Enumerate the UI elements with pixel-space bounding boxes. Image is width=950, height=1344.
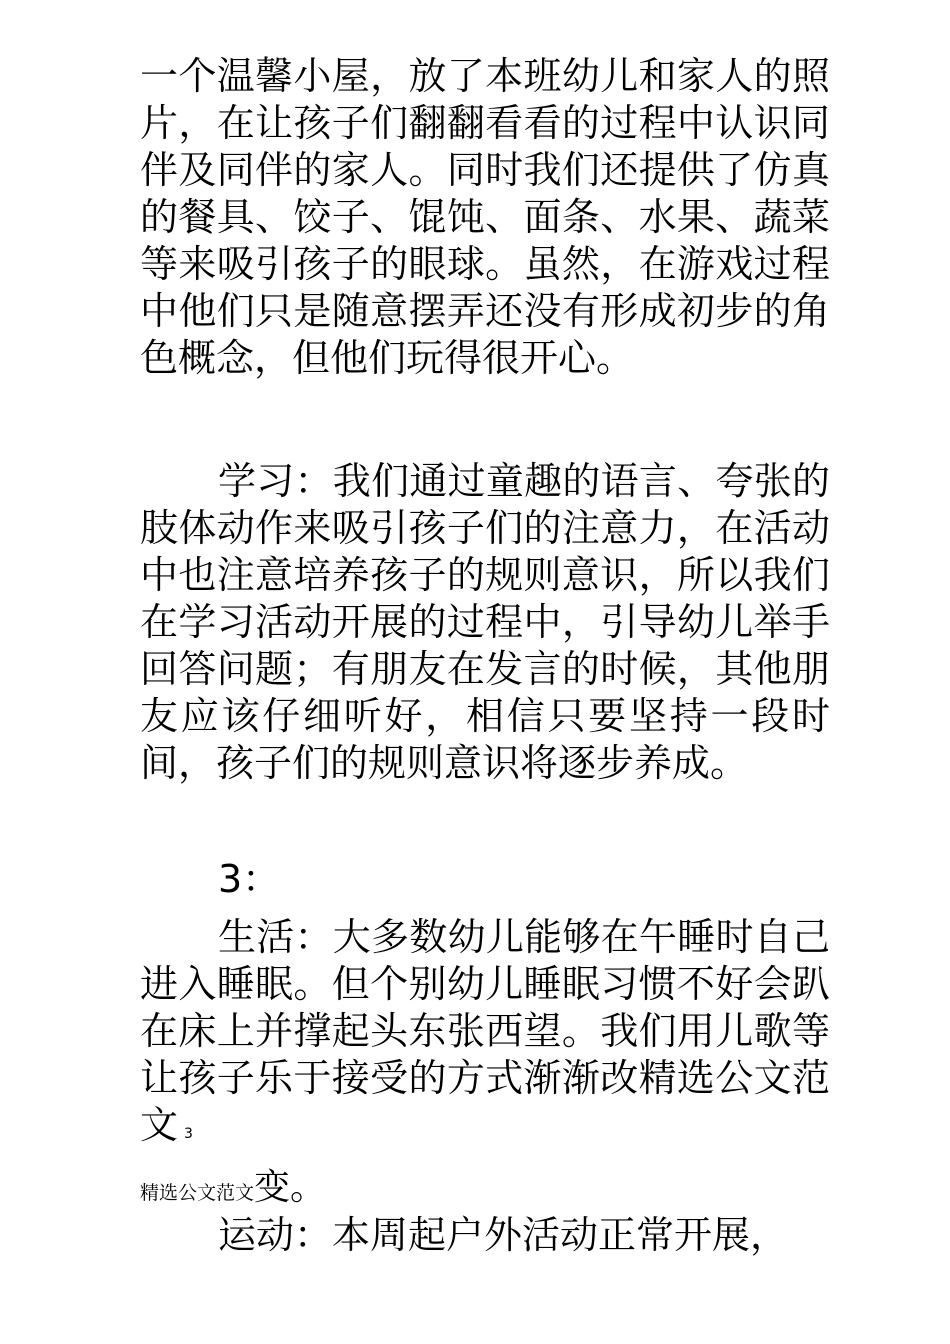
paragraph-life-text: 生活：大多数幼儿能够在午睡时自己进入睡眠。但个别幼儿睡眠习惯不好会趴在床上并撑起头东张西望。我们用儿歌等让孩子乐于接受的方式渐渐改精选公文范文 [140,915,830,1147]
footer-label: 精选公文范文 [140,1182,255,1204]
footer-line [140,1168,326,1208]
paragraph-life [140,914,830,1164]
paragraph-sports: 运动：本周起户外活动正常开展， [218,1213,789,1257]
paragraph-dollhouse: 一个温馨小屋，放了本班幼儿和家人的照片，在让孩子们翻翻看看的过程中认识同伴及同伴的家人。同时我们还提供了仿真的餐具、饺子、馄饨、面条、水果、蔬菜等来吸引孩子的眼球。虽然，在游戏过程中他们只是随意摆弄还没有形成初步的角色概念，但他们玩得很开心。 [140,54,830,380]
paragraph-learning: 学习：我们通过童趣的语言、夸张的肢体动作来吸引孩子们的注意力，在活动中也注意培养孩子的规则意识，所以我们在学习活动开展的过程中，引导幼儿举手回答问题；有朋友在发言的时候，其他朋友应该仔细听好，相信只要坚持一段时间，孩子们的规则意识将逐步养成。 [140,459,830,785]
section-heading-3: 3： [218,857,281,901]
page-number: 3 [184,1126,193,1142]
footer-continuation: 变。 [254,1167,327,1208]
